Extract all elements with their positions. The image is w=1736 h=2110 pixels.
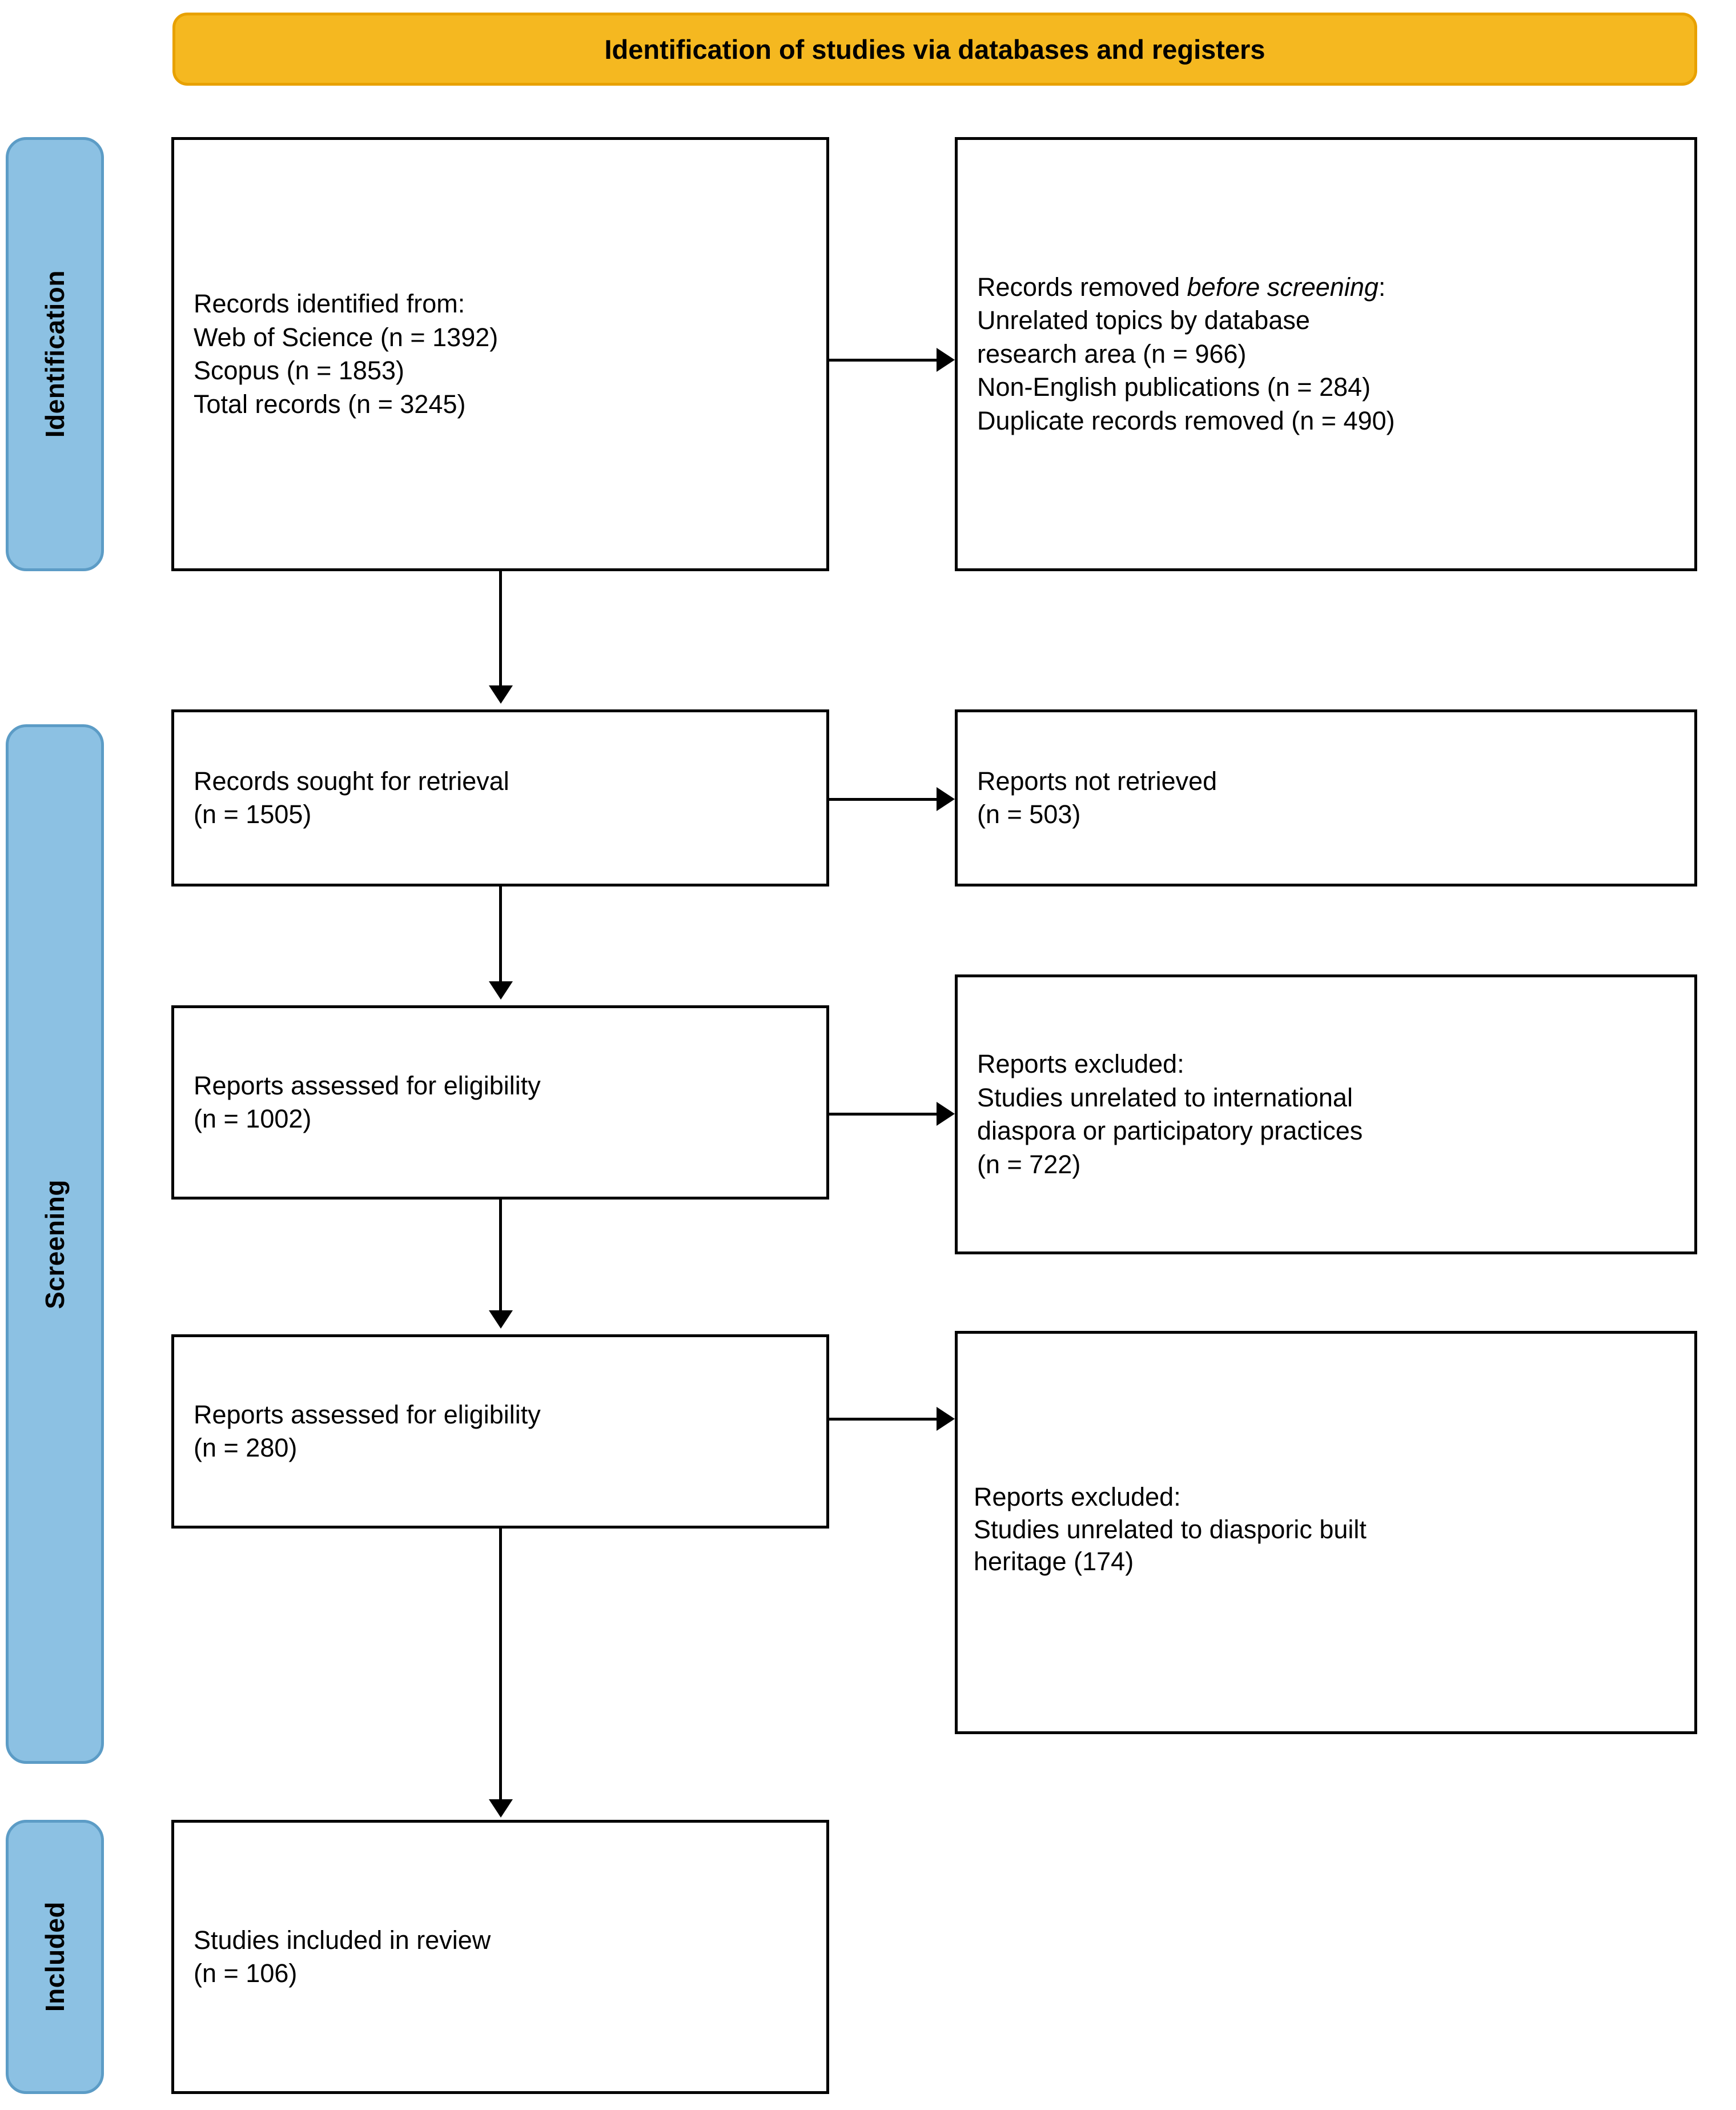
diagram-title-text: Identification of studies via databases and registers — [604, 34, 1265, 65]
reports-excluded-2-line2: Studies unrelated to diasporic built — [974, 1514, 1367, 1544]
arrow-sought-to-not-retrieved-line — [829, 798, 937, 801]
records-removed-line2: Unrelated topics by database — [977, 306, 1310, 335]
stage-label-screening-text: Screening — [40, 1179, 70, 1309]
reports-excluded-1-line4: (n = 722) — [977, 1149, 1081, 1179]
records-identified-line2: Web of Science (n = 1392) — [194, 322, 499, 352]
records-sought-line2: (n = 1505) — [194, 800, 312, 829]
box-reports-not-retrieved — [955, 709, 1697, 886]
box-reports-excluded-2 — [955, 1331, 1697, 1734]
studies-included-line2: (n = 106) — [194, 1959, 298, 1988]
arrow-assessed1-to-assessed2-line — [499, 1200, 502, 1310]
records-removed-line1-suffix: : — [1378, 272, 1386, 302]
studies-included-line1: Studies included in review — [194, 1925, 491, 1955]
box-studies-included — [171, 1820, 829, 2094]
stage-label-identification — [6, 137, 104, 571]
box-reports-assessed-1 — [171, 1005, 829, 1200]
reports-excluded-1-line2: Studies unrelated to international — [977, 1082, 1353, 1112]
reports-assessed-2-line1: Reports assessed for eligibility — [194, 1399, 541, 1429]
records-identified-line3: Scopus (n = 1853) — [194, 356, 404, 385]
box-records-identified — [171, 137, 829, 571]
arrow-identified-to-sought-line — [499, 571, 502, 685]
arrow-identified-to-removed-head — [937, 348, 955, 372]
arrow-sought-to-assessed1-head — [489, 981, 513, 1000]
arrow-assessed2-to-included-line — [499, 1529, 502, 1799]
records-sought-line1: Records sought for retrieval — [194, 766, 509, 796]
reports-excluded-2-line1: Reports excluded: — [974, 1482, 1181, 1511]
stage-label-screening — [6, 724, 104, 1764]
reports-excluded-2-line3: heritage (174) — [974, 1547, 1134, 1577]
records-removed-line3: research area (n = 966) — [977, 339, 1247, 368]
arrow-sought-to-not-retrieved-head — [937, 787, 955, 811]
box-records-sought — [171, 709, 829, 886]
records-identified-line1: Records identified from: — [194, 289, 465, 318]
reports-not-retrieved-line1: Reports not retrieved — [977, 766, 1217, 796]
reports-not-retrieved-line2: (n = 503) — [977, 800, 1081, 829]
records-removed-line1-emphasis: before screening — [1187, 272, 1379, 302]
records-removed-line4: Non-English publications (n = 284) — [977, 372, 1371, 402]
diagram-title-banner — [172, 13, 1697, 86]
arrow-identified-to-removed-line — [829, 359, 937, 362]
records-removed-line1 — [977, 271, 1675, 304]
arrow-sought-to-assessed1-line — [499, 886, 502, 981]
reports-assessed-2-line2: (n = 280) — [194, 1433, 298, 1462]
arrow-identified-to-sought-head — [489, 685, 513, 704]
arrow-assessed2-to-included-head — [489, 1799, 513, 1818]
box-reports-assessed-2 — [171, 1334, 829, 1529]
arrow-assessed2-to-excluded2-line — [829, 1418, 937, 1421]
reports-assessed-1-line2: (n = 1002) — [194, 1104, 312, 1133]
reports-excluded-1-line3: diaspora or participatory practices — [977, 1116, 1363, 1145]
arrow-assessed1-to-assessed2-head — [489, 1310, 513, 1329]
records-identified-line4: Total records (n = 3245) — [194, 389, 466, 419]
stage-label-identification-text: Identification — [40, 270, 70, 438]
box-reports-excluded-1 — [955, 974, 1697, 1254]
records-removed-line5: Duplicate records removed (n = 490) — [977, 406, 1395, 435]
arrow-assessed2-to-excluded2-head — [937, 1407, 955, 1431]
stage-label-included-text: Included — [40, 1902, 70, 2012]
reports-assessed-1-line1: Reports assessed for eligibility — [194, 1070, 541, 1100]
records-removed-line1-prefix: Records removed — [977, 272, 1187, 302]
arrow-assessed1-to-excluded1-head — [937, 1102, 955, 1126]
arrow-assessed1-to-excluded1-line — [829, 1113, 937, 1116]
reports-excluded-1-line1: Reports excluded: — [977, 1049, 1184, 1078]
stage-label-included — [6, 1820, 104, 2094]
box-records-removed — [955, 137, 1697, 571]
